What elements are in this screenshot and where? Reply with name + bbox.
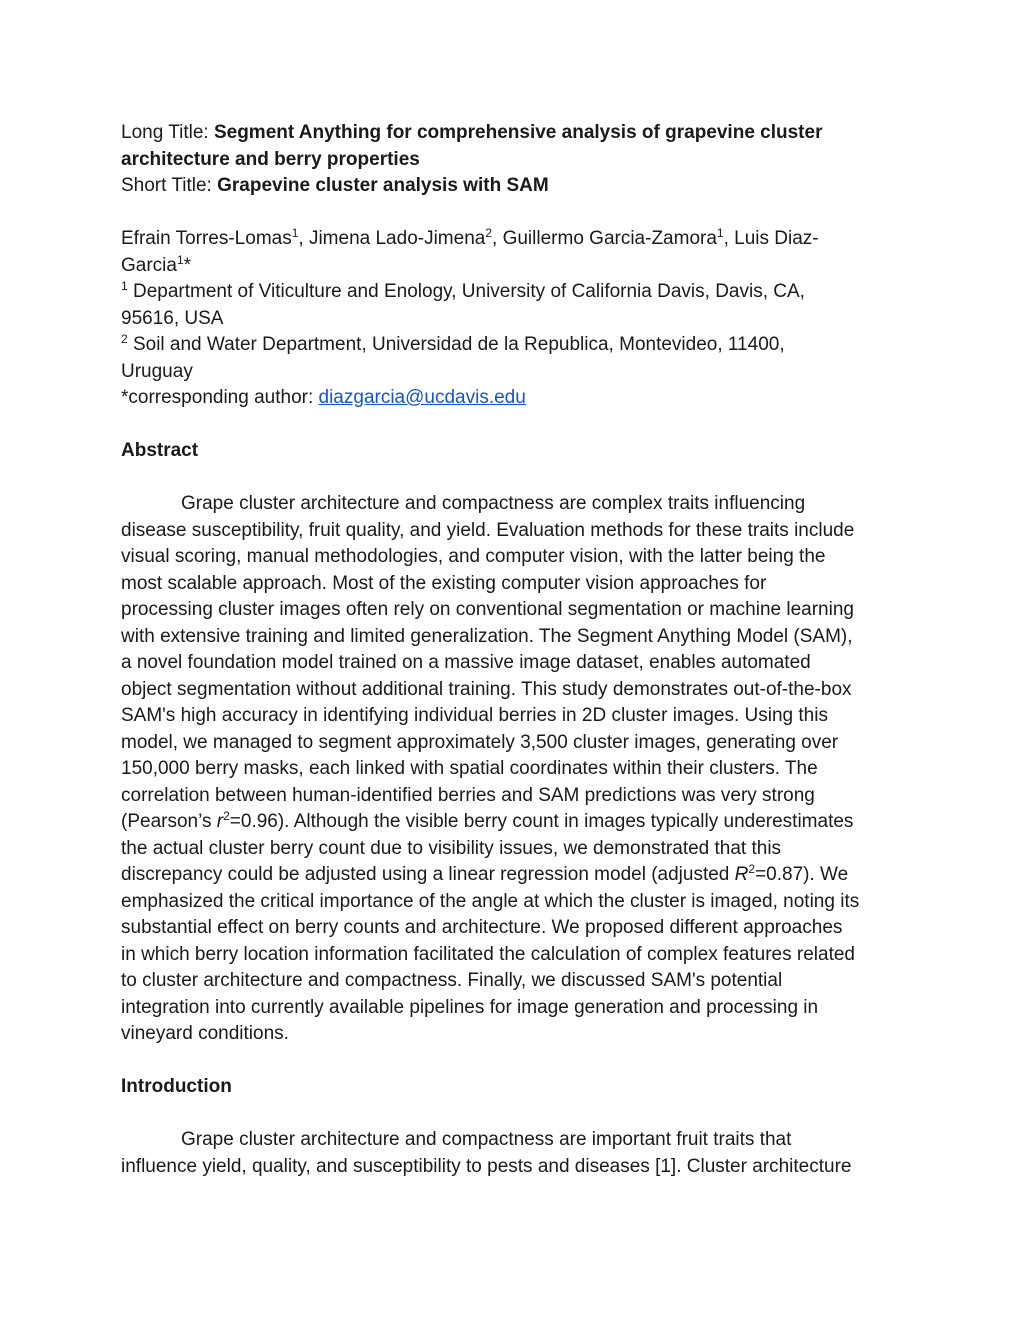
abstract-line: to cluster architecture and compactness. Finally, we discussed SAM's potential [121,970,783,991]
introduction-line: Grape cluster architecture and compactness are important fruit traits that [181,1129,792,1150]
author-line-cont: Garcia$^1$* [121,252,192,276]
abstract-line: SAM's high accuracy in identifying individual berries in 2D cluster images. Using this [121,705,828,726]
abstract-line: disease susceptibility, fruit quality, and yield. Evaluation methods for these traits include [121,519,855,541]
abstract-line: model, we managed to segment approximately 3,500 cluster images, generating over [121,731,839,753]
abstract-line: a novel foundation model trained on a massive image dataset, enables automated [121,652,811,673]
abstract-line: the actual cluster berry count due to visibility issues, we demonstrated that this [121,837,782,859]
abstract-line: (Pearson’s $r^2=0.96$). Although the visible berry count in images typically underestimates [121,809,854,832]
abstract-line: in which berry location information facilitated the calculation of complex features related [121,943,855,965]
paper-page [121,120,911,1180]
abstract-line: emphasized the critical importance of the angle at which the cluster is imaged, noting its [121,890,860,912]
abstract-line: correlation between human-identified berries and SAM predictions was very strong [121,784,815,806]
introduction-section [121,1074,911,1180]
abstract-line: most scalable approach. Most of the existing computer vision approaches for [121,572,767,594]
abstract-line: discrepancy could be adjusted using a linear regression model (adjusted $R^2=0.87$). We [121,862,849,885]
author-block [121,226,911,412]
introduction-heading: Introduction [121,1076,232,1097]
abstract-line: object segmentation without additional training. This study demonstrates out-of-the-box [121,678,852,700]
abstract-section [121,438,911,1048]
abstract-line: substantial effect on berry counts and architecture. We proposed different approaches [121,917,843,938]
abstract-line: visual scoring, manual methodologies, and computer vision, with the latter being the [121,546,826,567]
author-line: Efrain Torres-Lomas$^1$, Jimena Lado-Jimena$^2$, Guillermo Garcia-Zamora$^1$, Luis Diaz- [121,226,819,249]
long-title-cont: architecture and berry properties [121,148,420,170]
abstract-line: 150,000 berry masks, each linked with spatial coordinates within their clusters. The [121,758,818,779]
short-title: Short Title: Grapevine cluster analysis with SAM [121,175,549,196]
affiliation-2-cont: Uruguay [121,360,193,382]
abstract-line: integration into currently available pipelines for image generation and processing in [121,996,819,1018]
abstract-line: processing cluster images often rely on conventional segmentation or machine learning [121,599,854,620]
affiliation-1: $^1$ Department of Viticulture and Enology, University of California Davis, Davis, CA, [121,279,805,302]
affiliation-2: $^2$ Soil and Water Department, Universidad de la Republica, Montevideo, 11400, [121,332,785,355]
abstract-line: Grape cluster architecture and compactness are complex traits influencing [181,493,806,514]
title-block [121,120,911,200]
email-link[interactable]: diazgarcia@ucdavis.edu [318,387,526,408]
abstract-line: vineyard conditions. [121,1023,289,1044]
affiliation-1-cont: 95616, USA [121,307,224,329]
abstract-heading: Abstract [121,440,199,461]
corresponding-author: *corresponding author: diazgarcia@ucdavis.edu [121,387,526,408]
long-title: Long Title: Segment Anything for comprehensive analysis of grapevine cluster [121,122,823,143]
abstract-line: with extensive training and limited generalization. The Segment Anything Model (SAM), [121,625,853,647]
introduction-line: influence yield, quality, and susceptibility to pests and diseases [1]. Cluster architecture [121,1155,852,1177]
